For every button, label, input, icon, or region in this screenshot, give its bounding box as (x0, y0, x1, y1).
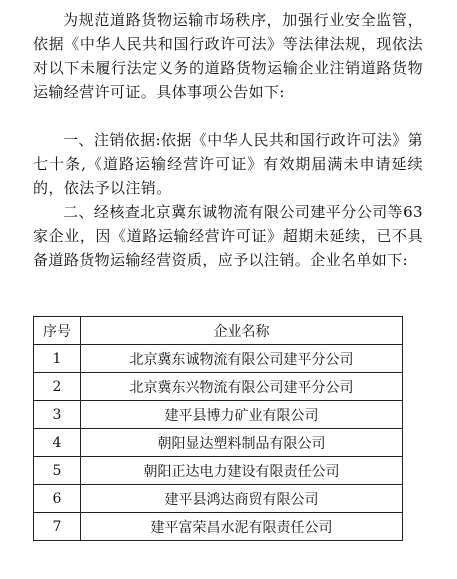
table-row (34, 345, 403, 373)
row-serial-number: 6 (34, 485, 81, 513)
row-company-name: 朝阳正达电力建设有限责任公司 (81, 457, 403, 485)
row-company-name: 朝阳显达塑料制品有限公司 (81, 429, 403, 457)
table-row (34, 513, 403, 541)
row-company-name: 建平富荣昌水泥有限责任公司 (81, 513, 403, 541)
table-row (34, 401, 403, 429)
verification-paragraph: 二、经核查北京冀东诚物流有限公司建平分公司等63家企业，因《道路运输经营许可证》超期未延续，已不具备道路货物运输经营资质，应予以注销。企业名单如下: (33, 203, 423, 269)
row-serial-number: 1 (34, 345, 81, 373)
row-company-name: 北京冀东诚物流有限公司建平分公司 (81, 345, 403, 373)
table-row (34, 485, 403, 513)
cancellation-basis-paragraph: 一、注销依据:依据《中华人民共和国行政许可法》第七十条,《道路运输经营许可证》有效期届满未申请延续的，依法予以注销。 (33, 131, 423, 197)
row-company-name: 北京冀东兴物流有限公司建平分公司 (81, 373, 403, 401)
row-company-name: 建平县博力矿业有限公司 (81, 401, 403, 429)
row-serial-number: 3 (34, 401, 81, 429)
company-list-table (33, 316, 403, 541)
header-serial-number: 序号 (34, 317, 81, 345)
table-row (34, 429, 403, 457)
row-serial-number: 2 (34, 373, 81, 401)
header-company-name: 企业名称 (81, 317, 403, 345)
table-row (34, 457, 403, 485)
row-serial-number: 5 (34, 457, 81, 485)
table-row (34, 373, 403, 401)
row-company-name: 建平县鸿达商贸有限公司 (81, 485, 403, 513)
table-header-row (34, 317, 403, 345)
row-serial-number: 7 (34, 513, 81, 541)
intro-paragraph: 为规范道路货物运输市场秩序，加强行业安全监管，依据《中华人民共和国行政许可法》等法律法规，现依法对以下未履行法定义务的道路货物运输企业注销道路货物运输经营许可证。具体事项公告如下: (33, 11, 423, 101)
row-serial-number: 4 (34, 429, 81, 457)
